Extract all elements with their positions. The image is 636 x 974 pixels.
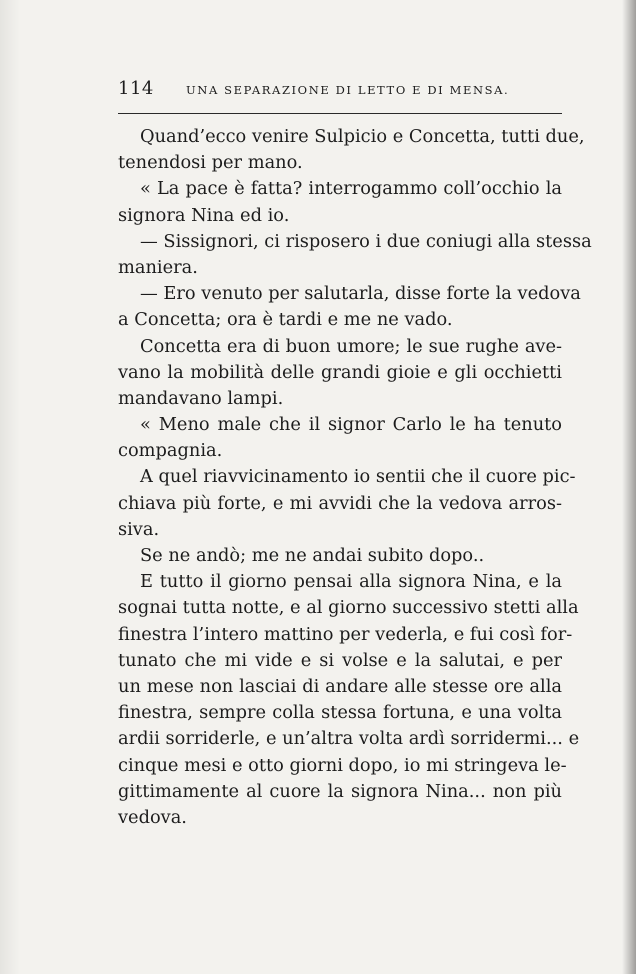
text-line: Concetta era di buon umore; le sue rughe ave- (140, 335, 562, 357)
page-edge-shadow-right (622, 0, 636, 974)
text-line: « La pace è fatta? interrogammo coll’occhio la (140, 178, 562, 200)
text-line: sognai tutta notte, e al giorno successivo stetti alla (118, 597, 579, 619)
text-line: « Meno male che il signor Carlo le ha tenuto (140, 414, 562, 436)
text-line: a Concetta; ora è tardi e me ne vado. (118, 309, 453, 331)
text-line: siva. (118, 518, 160, 540)
text-line: E tutto il giorno pensai alla signora Nina, e la (140, 571, 562, 593)
text-line: mandavano lampi. (118, 387, 284, 409)
page-number: 114 (118, 78, 154, 99)
text-line: vedova. (118, 806, 187, 828)
text-line: chiava più forte, e mi avvidi che la vedova arros- (118, 492, 562, 514)
text-line: vano la mobilità delle grandi gioie e gli occhietti (118, 361, 562, 383)
text-line: — Ero venuto per salutarla, disse forte la vedova (140, 283, 581, 305)
text-line: Quand’ecco venire Sulpicio e Concetta, tutti due, (140, 126, 585, 147)
text-line: gittimamente al cuore la signora Nina... non più (118, 780, 562, 802)
text-line: cinque mesi e otto giorni dopo, io mi stringeva le- (118, 754, 567, 776)
text-line: ardii sorriderle, e un’altra volta ardì sorridermi... e (118, 728, 580, 750)
text-line: Se ne andò; me ne andai subito dopo.. (140, 545, 485, 566)
text-line: A quel riavvicinamento io sentii che il cuore pic- (140, 466, 576, 488)
running-title: UNA SEPARAZIONE DI LETTO E DI MENSA. (186, 83, 510, 97)
header-rule (118, 113, 562, 114)
text-line: compagnia. (118, 440, 223, 462)
text-line: finestra, sempre colla stessa fortuna, e una volta (118, 702, 562, 724)
text-line: un mese non lasciai di andare alle stesse ore alla (118, 675, 562, 697)
text-line: tunato che mi vide e si volse e la salutai, e per (118, 649, 562, 671)
page-header (118, 78, 562, 100)
text-line: signora Nina ed io. (118, 204, 290, 226)
text-line: finestra l’intero mattino per vederla, e fui così for- (118, 623, 573, 645)
page-edge-shadow-left (0, 0, 20, 974)
text-line: maniera. (118, 256, 198, 278)
text-line: — Sissignori, ci risposero i due coniugi alla stessa (140, 230, 592, 252)
text-line: tenendosi per mano. (118, 152, 303, 174)
body-text (118, 124, 592, 831)
